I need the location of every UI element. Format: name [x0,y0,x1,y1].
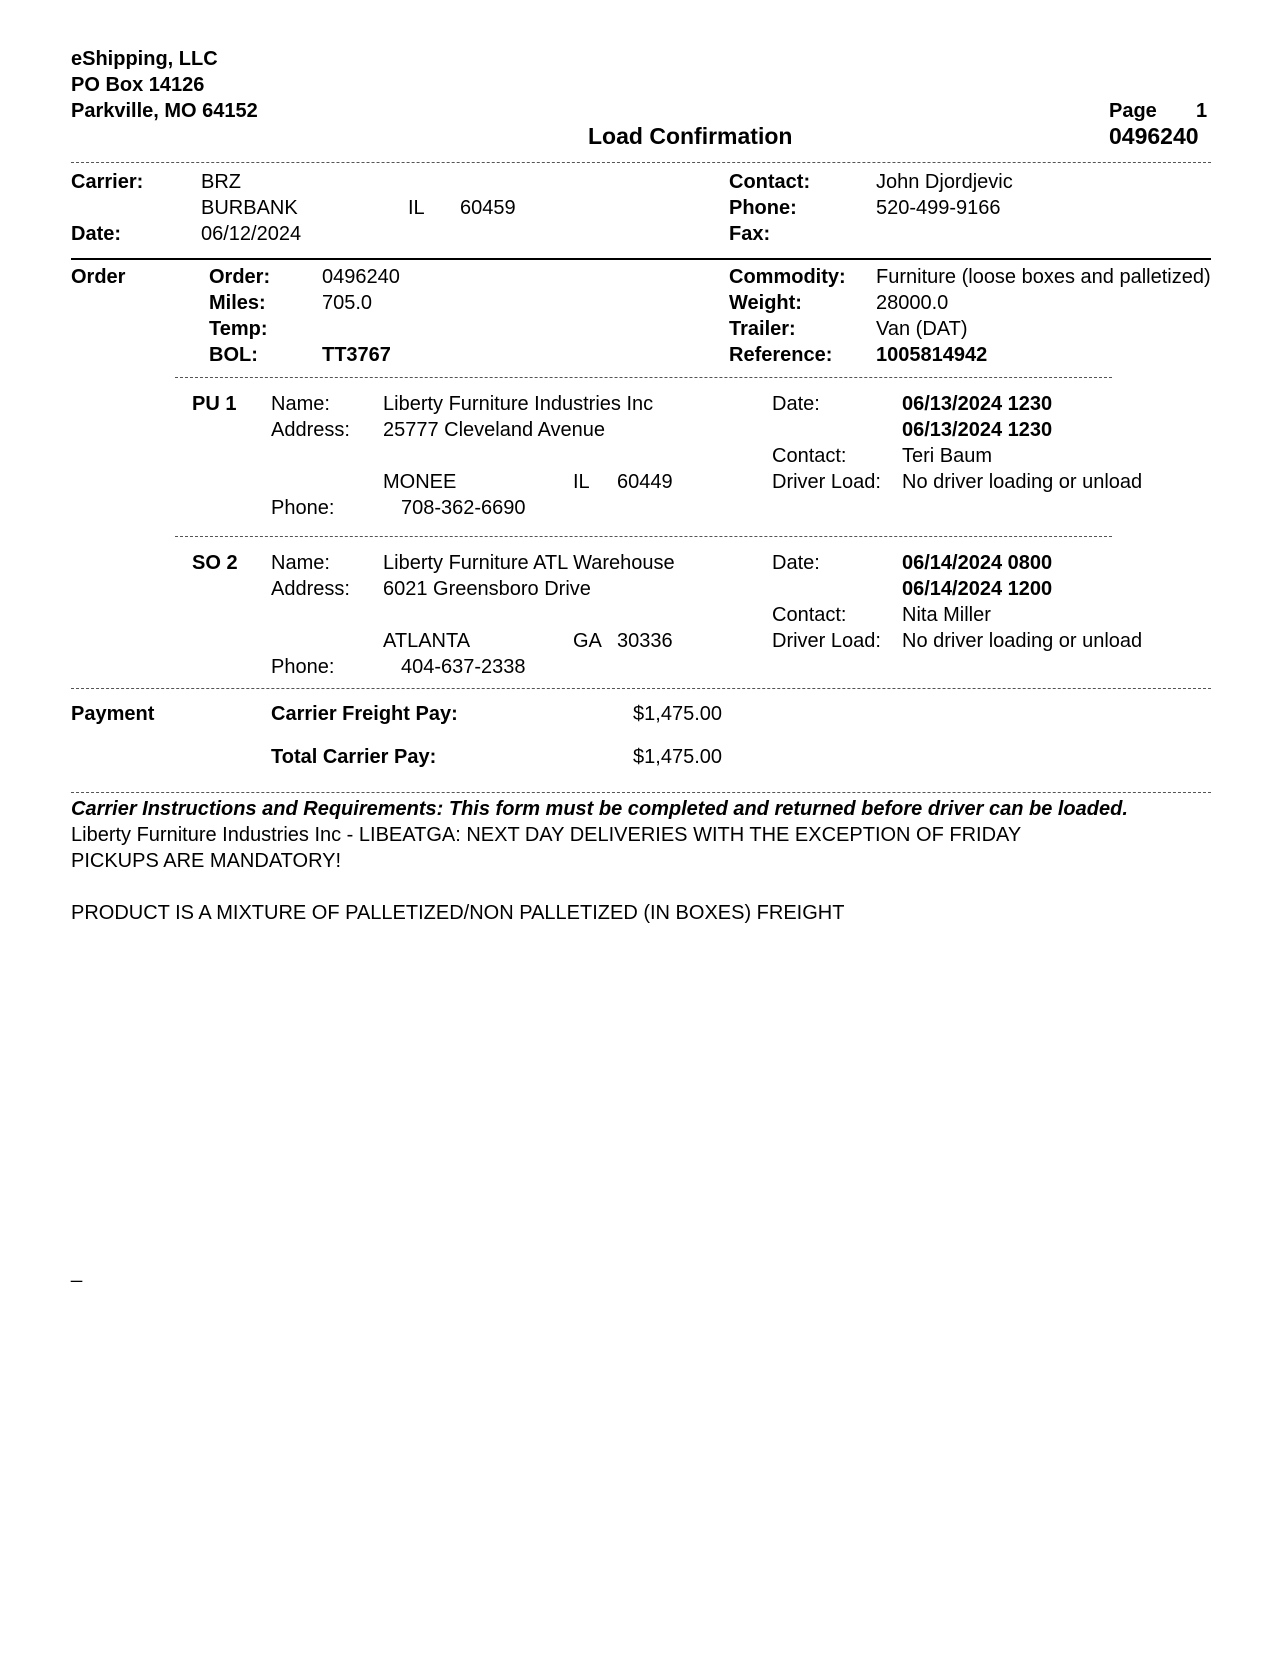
stop-date-to: 06/13/2024 1230 [902,419,1053,441]
order-number-header: 0496240 [1109,123,1199,149]
divider [71,688,1211,689]
page-number: 1 [1196,100,1208,122]
stop-code: SO 2 [192,552,238,574]
company-address-line1: PO Box 14126 [71,74,205,96]
total-pay-value: $1,475.00 [633,746,722,768]
carrier-zip: 60459 [460,197,516,219]
bol-label: BOL: [209,344,258,366]
divider [175,377,1112,378]
phone-label: Phone: [729,197,797,219]
stop-name: Liberty Furniture ATL Warehouse [383,552,675,574]
commodity-label: Commodity: [729,266,846,288]
carrier-city: BURBANK [201,197,298,219]
stop-address: 25777 Cleveland Avenue [383,419,606,441]
stop-phone: 404-637-2338 [401,656,526,678]
trailer-label: Trailer: [729,318,796,340]
bol-value: TT3767 [322,344,391,366]
stop-date-label: Date: [772,393,820,415]
stop-date-to: 06/14/2024 1200 [902,578,1053,600]
stop-phone: 708-362-6690 [401,497,526,519]
divider [71,258,1211,260]
stop-code: PU 1 [192,393,237,415]
commodity-value: Furniture (loose boxes and palletized) [876,266,1211,288]
stop-name-label: Name: [271,393,330,415]
stop-date-from: 06/13/2024 1230 [902,393,1053,415]
stop-address-label: Address: [271,578,350,600]
stop-driver-load: No driver loading or unload [902,630,1143,652]
trailer-value: Van (DAT) [876,318,968,340]
instructions-line: PICKUPS ARE MANDATORY! [71,850,342,872]
stop-state: IL [573,471,590,493]
stop-phone-label: Phone: [271,497,335,519]
carrier-state: IL [408,197,425,219]
weight-label: Weight: [729,292,802,314]
company-name: eShipping, LLC [71,48,218,70]
reference-label: Reference: [729,344,833,366]
stop-contact: Teri Baum [902,445,993,467]
fax-label: Fax: [729,223,771,245]
stop-date-from: 06/14/2024 0800 [902,552,1053,574]
stop-zip: 30336 [617,630,673,652]
total-pay-label: Total Carrier Pay: [271,746,437,768]
stop-contact-label: Contact: [772,604,847,626]
stop-city: MONEE [383,471,457,493]
stop-zip: 60449 [617,471,673,493]
carrier-date: 06/12/2024 [201,223,302,245]
page-title: Load Confirmation [588,123,793,149]
reference-value: 1005814942 [876,344,988,366]
stop-driver-load: No driver loading or unload [902,471,1143,493]
stop-name: Liberty Furniture Industries Inc [383,393,654,415]
weight-value: 28000.0 [876,292,949,314]
carrier-phone: 520-499-9166 [876,197,1001,219]
freight-pay-label: Carrier Freight Pay: [271,703,458,725]
freight-pay-value: $1,475.00 [633,703,722,725]
stop-city: ATLANTA [383,630,471,652]
stop-contact-label: Contact: [772,445,847,467]
stop-contact: Nita Miller [902,604,991,626]
order-value: 0496240 [322,266,400,288]
stop-driver-load-label: Driver Load: [772,471,881,493]
miles-value: 705.0 [322,292,373,314]
stop-phone-label: Phone: [271,656,335,678]
divider [71,792,1211,793]
order-section-label: Order [71,266,126,288]
carrier-label: Carrier: [71,171,144,193]
instructions-line: PRODUCT IS A MIXTURE OF PALLETIZED/NON PALLETIZED (IN BOXES) FREIGHT [71,902,845,924]
temp-label: Temp: [209,318,268,340]
payment-section-label: Payment [71,703,155,725]
miles-label: Miles: [209,292,266,314]
order-label: Order: [209,266,271,288]
page-label: Page [1109,100,1157,122]
divider [175,536,1112,537]
footer-mark: _ [71,1261,83,1283]
instructions-line: Liberty Furniture Industries Inc - LIBEATGA: NEXT DAY DELIVERIES WITH THE EXCEPTION OF FRIDAY [71,824,1022,846]
stop-state: GA [573,630,602,652]
contact-label: Contact: [729,171,811,193]
instructions-heading: Carrier Instructions and Requirements: This form must be completed and returned before driver can be loaded. [71,798,1128,820]
stop-address: 6021 Greensboro Drive [383,578,591,600]
carrier-contact: John Djordjevic [876,171,1013,193]
stop-name-label: Name: [271,552,330,574]
company-address-line2: Parkville, MO 64152 [71,100,258,122]
stop-address-label: Address: [271,419,350,441]
divider [71,162,1211,163]
stop-driver-load-label: Driver Load: [772,630,881,652]
carrier-name: BRZ [201,171,241,193]
stop-date-label: Date: [772,552,820,574]
date-label: Date: [71,223,122,245]
